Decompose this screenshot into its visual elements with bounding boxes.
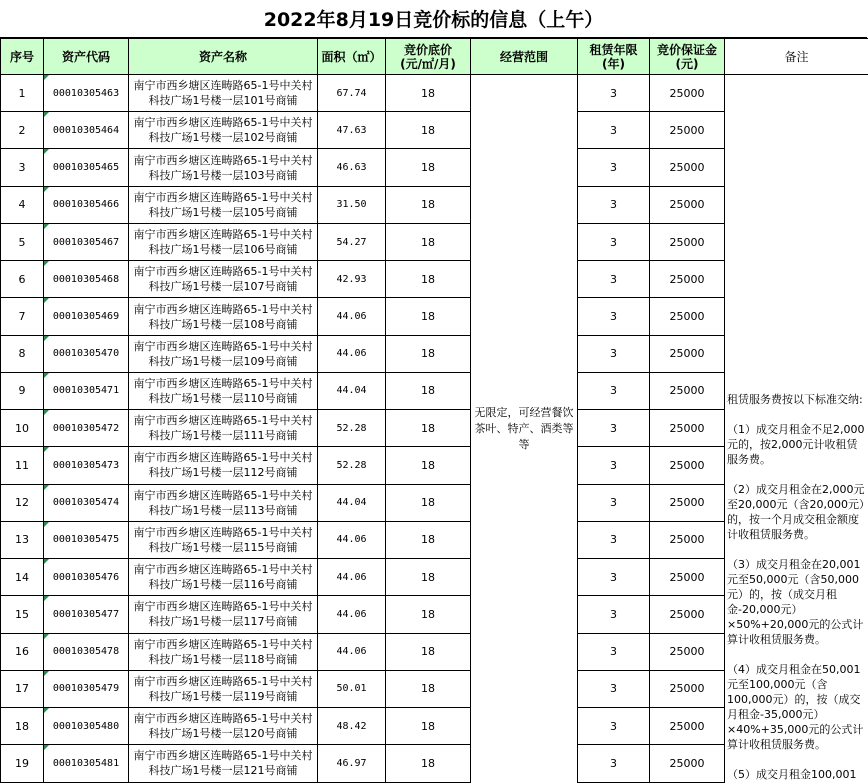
- row-seq: 8: [1, 335, 44, 372]
- row-price: 18: [386, 186, 471, 223]
- row-deposit: 25000: [650, 633, 725, 670]
- row-area: 44.04: [318, 484, 386, 521]
- row-price: 18: [386, 335, 471, 372]
- row-asset-code: 00010305463: [44, 75, 129, 112]
- row-area: 44.06: [318, 596, 386, 633]
- row-deposit: 25000: [650, 447, 725, 484]
- row-deposit: 25000: [650, 410, 725, 447]
- row-price: 18: [386, 372, 471, 409]
- row-price: 18: [386, 521, 471, 558]
- row-area: 42.93: [318, 261, 386, 298]
- row-deposit: 25000: [650, 484, 725, 521]
- row-asset-name: 南宁市西乡塘区连畴路65-1号中关村科技广场1号楼一层112号商铺: [129, 447, 318, 484]
- row-lease-term: 3: [578, 559, 650, 596]
- row-lease-term: 3: [578, 447, 650, 484]
- row-seq: 3: [1, 149, 44, 186]
- header-code: 资产代码: [44, 39, 129, 75]
- row-price: 18: [386, 745, 471, 782]
- row-asset-name: 南宁市西乡塘区连畴路65-1号中关村科技广场1号楼一层109号商铺: [129, 335, 318, 372]
- header-deposit: 竞价保证金 (元): [650, 39, 725, 75]
- row-area: 44.06: [318, 335, 386, 372]
- row-lease-term: 3: [578, 298, 650, 335]
- row-area: 46.63: [318, 149, 386, 186]
- row-lease-term: 3: [578, 521, 650, 558]
- row-asset-name: 南宁市西乡塘区连畴路65-1号中关村科技广场1号楼一层120号商铺: [129, 707, 318, 744]
- row-deposit: 25000: [650, 559, 725, 596]
- auction-table: [0, 38, 868, 783]
- business-scope: 无限定，可经营餐饮茶叶、特产、酒类等等: [471, 75, 578, 783]
- row-seq: 6: [1, 261, 44, 298]
- row-lease-term: 3: [578, 75, 650, 112]
- row-deposit: 25000: [650, 596, 725, 633]
- row-asset-name: 南宁市西乡塘区连畴路65-1号中关村科技广场1号楼一层116号商铺: [129, 559, 318, 596]
- header-row: [1, 39, 868, 75]
- row-asset-code: 00010305468: [44, 261, 129, 298]
- row-asset-name: 南宁市西乡塘区连畴路65-1号中关村科技广场1号楼一层119号商铺: [129, 670, 318, 707]
- remark-text: 租赁服务费按以下标准交纳: （1）成交月租金不足2,000元的，按2,000元计收租赁服务费。 （2）成交月租金在2,000元至20,000元（含20,000元）的，按一个月成交租金额度计收租赁服务费。 （3）成交月租金在20,001元至50,000元（含50,000元）的，按（成交月租金-20,000元）×50%+20,000元的公式计算计收租赁服务费。 （4）成交月租金在50,001元至100,000元（含100,000元）的，按（成交月租金-35,000元）×40%+35,000元的公式计算计收租赁服务费。 （5）成交月租金100,001: [727, 392, 866, 782]
- row-deposit: 25000: [650, 149, 725, 186]
- row-asset-code: 00010305474: [44, 484, 129, 521]
- row-area: 44.06: [318, 633, 386, 670]
- row-asset-code: 00010305469: [44, 298, 129, 335]
- row-asset-code: 00010305473: [44, 447, 129, 484]
- header-seq: 序号: [1, 39, 44, 75]
- row-seq: 12: [1, 484, 44, 521]
- row-asset-name: 南宁市西乡塘区连畴路65-1号中关村科技广场1号楼一层107号商铺: [129, 261, 318, 298]
- row-price: 18: [386, 410, 471, 447]
- header-remark: 备注: [725, 39, 868, 75]
- row-deposit: 25000: [650, 75, 725, 112]
- row-asset-name: 南宁市西乡塘区连畴路65-1号中关村科技广场1号楼一层111号商铺: [129, 410, 318, 447]
- row-area: 47.63: [318, 112, 386, 149]
- row-asset-name: 南宁市西乡塘区连畴路65-1号中关村科技广场1号楼一层103号商铺: [129, 149, 318, 186]
- row-seq: 14: [1, 559, 44, 596]
- row-deposit: 25000: [650, 707, 725, 744]
- row-asset-name: 南宁市西乡塘区连畴路65-1号中关村科技广场1号楼一层118号商铺: [129, 633, 318, 670]
- row-deposit: 25000: [650, 261, 725, 298]
- row-price: 18: [386, 149, 471, 186]
- row-seq: 1: [1, 75, 44, 112]
- row-asset-code: 00010305478: [44, 633, 129, 670]
- row-asset-name: 南宁市西乡塘区连畴路65-1号中关村科技广场1号楼一层115号商铺: [129, 521, 318, 558]
- row-area: 31.50: [318, 186, 386, 223]
- row-price: 18: [386, 447, 471, 484]
- header-area: 面积（㎡）: [318, 39, 386, 75]
- row-asset-name: 南宁市西乡塘区连畴路65-1号中关村科技广场1号楼一层106号商铺: [129, 223, 318, 260]
- row-deposit: 25000: [650, 670, 725, 707]
- row-price: 18: [386, 670, 471, 707]
- header-term: 租赁年限 (年): [578, 39, 650, 75]
- row-asset-code: 00010305467: [44, 223, 129, 260]
- row-seq: 15: [1, 596, 44, 633]
- row-lease-term: 3: [578, 596, 650, 633]
- row-asset-name: 南宁市西乡塘区连畴路65-1号中关村科技广场1号楼一层117号商铺: [129, 596, 318, 633]
- row-area: 46.97: [318, 745, 386, 782]
- page-title: 2022年8月19日竞价标的信息（上午）: [0, 0, 867, 38]
- row-price: 18: [386, 559, 471, 596]
- row-area: 44.06: [318, 521, 386, 558]
- row-seq: 13: [1, 521, 44, 558]
- row-asset-code: 00010305475: [44, 521, 129, 558]
- row-asset-name: 南宁市西乡塘区连畴路65-1号中关村科技广场1号楼一层121号商铺: [129, 745, 318, 782]
- row-price: 18: [386, 298, 471, 335]
- row-asset-code: 00010305466: [44, 186, 129, 223]
- row-area: 52.28: [318, 447, 386, 484]
- row-lease-term: 3: [578, 149, 650, 186]
- row-asset-code: 00010305476: [44, 559, 129, 596]
- row-area: 52.28: [318, 410, 386, 447]
- row-asset-code: 00010305481: [44, 745, 129, 782]
- row-deposit: 25000: [650, 335, 725, 372]
- row-area: 54.27: [318, 223, 386, 260]
- row-deposit: 25000: [650, 521, 725, 558]
- row-asset-code: 00010305472: [44, 410, 129, 447]
- row-seq: 19: [1, 745, 44, 782]
- row-lease-term: 3: [578, 410, 650, 447]
- row-seq: 4: [1, 186, 44, 223]
- row-price: 18: [386, 223, 471, 260]
- row-lease-term: 3: [578, 186, 650, 223]
- row-seq: 9: [1, 372, 44, 409]
- row-deposit: 25000: [650, 186, 725, 223]
- row-area: 67.74: [318, 75, 386, 112]
- row-asset-code: 00010305479: [44, 670, 129, 707]
- row-deposit: 25000: [650, 223, 725, 260]
- row-lease-term: 3: [578, 745, 650, 782]
- row-seq: 5: [1, 223, 44, 260]
- row-asset-code: 00010305470: [44, 335, 129, 372]
- row-lease-term: 3: [578, 707, 650, 744]
- row-asset-name: 南宁市西乡塘区连畴路65-1号中关村科技广场1号楼一层101号商铺: [129, 75, 318, 112]
- row-lease-term: 3: [578, 112, 650, 149]
- row-asset-code: 00010305480: [44, 707, 129, 744]
- header-price: 竞价底价 (元/㎡/月): [386, 39, 471, 75]
- row-seq: 11: [1, 447, 44, 484]
- remark-cell: [725, 75, 868, 783]
- row-asset-code: 00010305471: [44, 372, 129, 409]
- row-area: 44.06: [318, 298, 386, 335]
- row-area: 44.04: [318, 372, 386, 409]
- row-deposit: 25000: [650, 112, 725, 149]
- row-lease-term: 3: [578, 633, 650, 670]
- row-deposit: 25000: [650, 298, 725, 335]
- table-row: [1, 75, 868, 112]
- row-asset-name: 南宁市西乡塘区连畴路65-1号中关村科技广场1号楼一层105号商铺: [129, 186, 318, 223]
- row-lease-term: 3: [578, 261, 650, 298]
- row-deposit: 25000: [650, 745, 725, 782]
- row-asset-name: 南宁市西乡塘区连畴路65-1号中关村科技广场1号楼一层102号商铺: [129, 112, 318, 149]
- row-price: 18: [386, 707, 471, 744]
- row-lease-term: 3: [578, 484, 650, 521]
- row-price: 18: [386, 596, 471, 633]
- row-area: 50.01: [318, 670, 386, 707]
- row-price: 18: [386, 75, 471, 112]
- row-area: 44.06: [318, 559, 386, 596]
- row-seq: 16: [1, 633, 44, 670]
- row-lease-term: 3: [578, 223, 650, 260]
- row-deposit: 25000: [650, 372, 725, 409]
- row-asset-name: 南宁市西乡塘区连畴路65-1号中关村科技广场1号楼一层113号商铺: [129, 484, 318, 521]
- row-price: 18: [386, 112, 471, 149]
- row-asset-code: 00010305464: [44, 112, 129, 149]
- row-seq: 10: [1, 410, 44, 447]
- header-name: 资产名称: [129, 39, 318, 75]
- header-scope: 经营范围: [471, 39, 578, 75]
- row-lease-term: 3: [578, 335, 650, 372]
- row-price: 18: [386, 261, 471, 298]
- row-seq: 17: [1, 670, 44, 707]
- row-seq: 7: [1, 298, 44, 335]
- row-area: 48.42: [318, 707, 386, 744]
- row-seq: 18: [1, 707, 44, 744]
- row-asset-name: 南宁市西乡塘区连畴路65-1号中关村科技广场1号楼一层108号商铺: [129, 298, 318, 335]
- row-seq: 2: [1, 112, 44, 149]
- row-asset-code: 00010305477: [44, 596, 129, 633]
- row-lease-term: 3: [578, 670, 650, 707]
- row-asset-code: 00010305465: [44, 149, 129, 186]
- row-price: 18: [386, 633, 471, 670]
- row-asset-name: 南宁市西乡塘区连畴路65-1号中关村科技广场1号楼一层110号商铺: [129, 372, 318, 409]
- row-lease-term: 3: [578, 372, 650, 409]
- row-price: 18: [386, 484, 471, 521]
